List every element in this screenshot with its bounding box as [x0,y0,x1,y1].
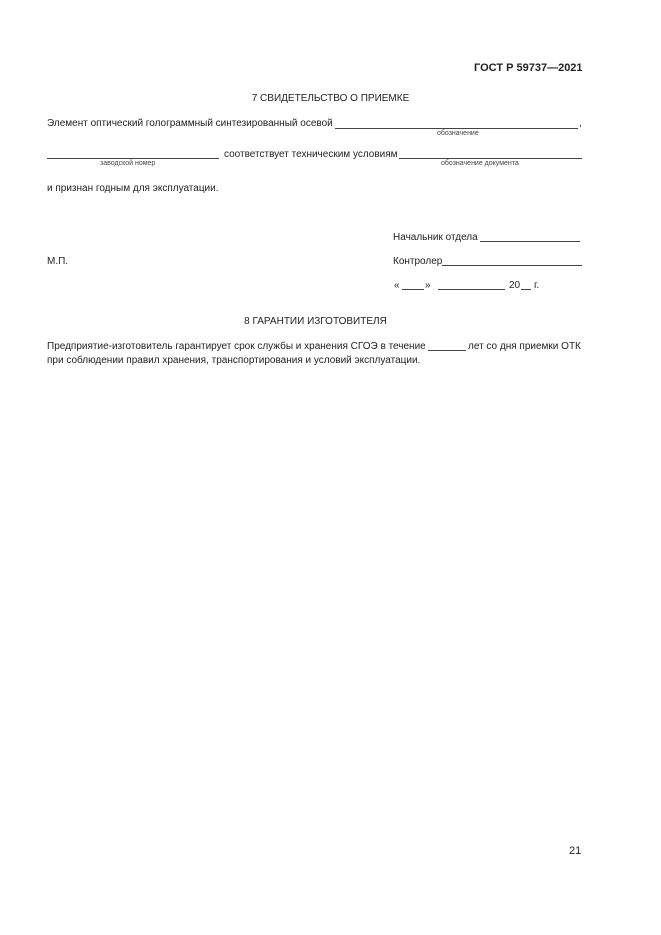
serial-number-caption: заводской номер [100,160,156,167]
designation-blank[interactable] [335,128,578,129]
warranty-years-blank[interactable] [428,350,466,351]
element-description: Элемент оптический голограммный синтезированный осевой [47,118,333,129]
document-designation-blank[interactable] [399,158,582,159]
stamp-label: М.П. [47,256,69,267]
date-year-blank[interactable] [521,289,531,290]
document-designation-caption: обозначение документа [441,160,519,167]
section-8-title: 8 ГАРАНТИИ ИЗГОТОВИТЕЛЯ [244,316,387,327]
document-code: ГОСТ Р 59737—2021 [474,62,583,74]
date-open-quote: « [394,280,400,291]
head-of-department-signature-blank[interactable] [480,241,580,242]
serial-number-blank[interactable] [47,158,219,159]
section-7-title: 7 СВИДЕТЕЛЬСТВО О ПРИЕМКЕ [251,93,410,104]
date-day-blank[interactable] [402,289,424,290]
warranty-text-part1: Предприятие-изготовитель гарантирует срок службы и хранения СГОЭ в течение [47,341,426,352]
controller-label: Контролер [393,256,443,267]
controller-signature-blank[interactable] [442,265,582,266]
date-year-suffix: г. [534,280,540,291]
conforms-text: соответствует техническим условиям [224,149,398,160]
designation-caption: обозначение [437,130,479,137]
date-year-prefix: 20 [509,280,521,291]
warranty-text-part2: лет со дня приемки ОТК [468,341,581,352]
date-close-quote: » [425,280,431,291]
fit-for-use-text: и признан годным для эксплуатации. [47,183,219,194]
warranty-text-line2: при соблюдении правил хранения, транспортирования и условий эксплуатации. [47,355,421,366]
date-month-blank[interactable] [438,289,505,290]
head-of-department-label: Начальник отдела [393,232,478,243]
page-number: 21 [569,845,582,857]
line1-comma: , [579,118,582,129]
